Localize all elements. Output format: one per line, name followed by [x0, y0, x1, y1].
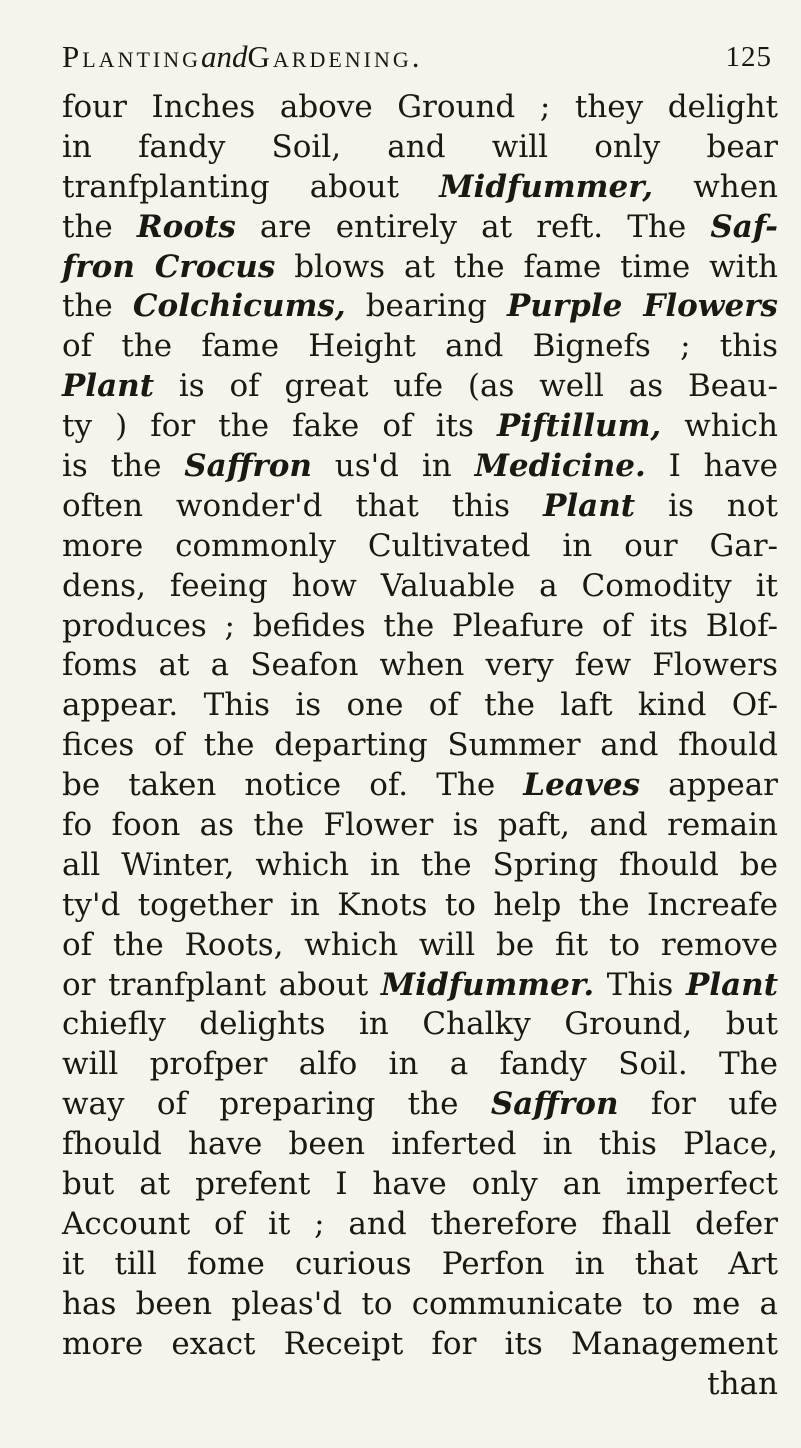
text-segment: bearing — [345, 288, 507, 325]
italic-text: fron Crocus — [62, 248, 276, 285]
text-line — [62, 1045, 778, 1085]
text-segment: fhould have been inferted in this Place, — [62, 1126, 778, 1163]
text-segment: is not — [635, 487, 779, 524]
text-segment: is of great ufe (as well as Beau- — [154, 368, 778, 405]
text-segment: when — [653, 168, 779, 205]
text-segment: are entirely at reft. The — [235, 208, 711, 245]
text-segment: in fandy Soil, and will only bear — [62, 128, 778, 165]
italic-text: Saffron — [184, 448, 312, 485]
text-segment: dens, feeing how Valuable a Comodity it — [62, 567, 778, 604]
text-line — [62, 646, 778, 686]
italic-text: Piftillum, — [496, 408, 662, 445]
text-line — [62, 1165, 778, 1205]
italic-text: Saf- — [710, 208, 778, 245]
text-line — [62, 1285, 778, 1325]
italic-text: Purple Flowers — [506, 288, 778, 325]
text-segment: often wonder'd that this — [62, 487, 544, 524]
text-segment: the — [62, 288, 133, 325]
text-line — [62, 1245, 778, 1285]
italic-text: Medicine. — [474, 448, 646, 485]
text-line — [62, 926, 778, 966]
text-segment: has been pleas'd to communicate to me a — [62, 1285, 778, 1322]
text-line — [62, 208, 778, 248]
text-line — [62, 447, 778, 487]
text-line — [62, 886, 778, 926]
text-line — [62, 367, 778, 407]
text-line — [62, 128, 778, 168]
text-segment: is the — [62, 448, 185, 485]
text-line — [62, 1085, 778, 1125]
running-title-second-word: Gardening. — [247, 39, 423, 74]
text-line — [62, 168, 778, 208]
text-segment: it till fome curious Perfon in that Art — [62, 1245, 778, 1282]
text-segment: us'd in — [311, 448, 475, 485]
text-segment: tranfplanting about — [62, 168, 440, 205]
text-line — [62, 487, 778, 527]
text-line — [62, 686, 778, 726]
text-line — [62, 1005, 778, 1045]
text-segment: but at prefent I have only an imperfect — [62, 1166, 778, 1203]
text-segment: which — [661, 408, 778, 445]
text-segment: foms at a Seafon when very few Flowers — [62, 647, 778, 684]
text-line — [62, 766, 778, 806]
text-line — [62, 407, 778, 447]
italic-text: Plant — [62, 368, 155, 405]
text-segment: more commonly Cultivated in our Gar- — [62, 527, 778, 564]
text-segment: for ufe — [618, 1086, 778, 1123]
text-segment: of the fame Height and Bignefs ; this — [62, 328, 778, 365]
text-line — [62, 1125, 778, 1165]
text-segment: chiefly delights in Chalky Ground, but — [62, 1006, 778, 1043]
text-segment: more exact Receipt for its Management — [62, 1325, 778, 1362]
page-number: 125 — [725, 41, 772, 73]
text-line — [62, 846, 778, 886]
text-segment: will profper alfo in a fandy Soil. The — [62, 1046, 778, 1083]
text-segment: four Inches above Ground ; they delight — [62, 89, 778, 125]
text-line — [62, 966, 778, 1006]
text-line — [62, 1325, 778, 1365]
text-segment: the — [62, 208, 137, 245]
text-segment: fo foon as the Flower is paft, and remain — [62, 807, 778, 844]
text-line — [62, 607, 778, 647]
text-segment: all Winter, which in the Spring fhould be — [62, 846, 778, 883]
text-segment: I have — [645, 448, 778, 485]
running-title-conjunction: and — [201, 39, 248, 74]
text-line — [62, 327, 778, 367]
text-line — [62, 1205, 778, 1245]
italic-text: Colchicums, — [132, 288, 346, 325]
text-segment: way of preparing the — [62, 1086, 491, 1123]
italic-text: Plant — [685, 966, 779, 1003]
text-segment: of the Roots, which will be fit to remove — [62, 926, 778, 963]
body-text — [62, 88, 778, 1404]
text-line — [62, 527, 778, 567]
text-line — [62, 726, 778, 766]
text-line — [62, 287, 778, 327]
italic-text: Roots — [136, 208, 236, 245]
italic-text: Plant — [543, 487, 636, 524]
italic-text: Saffron — [490, 1086, 619, 1123]
text-line — [62, 806, 778, 846]
italic-text: Midfummer, — [439, 168, 654, 205]
text-segment: be taken notice of. The — [62, 767, 524, 804]
text-segment: produces ; befides the Pleafure of its Blof- — [62, 607, 778, 644]
text-line — [62, 567, 778, 607]
italic-text: Midfummer. — [380, 966, 595, 1003]
text-segment: fices of the departing Summer and fhould — [62, 727, 778, 764]
text-segment: ty ) for the fake of its — [62, 408, 497, 445]
running-title-first-word: Planting — [62, 39, 201, 74]
italic-text: Leaves — [523, 767, 641, 804]
text-segment: appear — [640, 767, 778, 804]
running-title — [62, 41, 423, 72]
text-segment: Account of it ; and therefore fhall defer — [62, 1205, 778, 1242]
text-segment: ty'd together in Knots to help the Increafe — [62, 886, 778, 923]
running-header — [62, 28, 779, 80]
text-segment: than — [707, 1365, 778, 1402]
text-line — [62, 1365, 778, 1405]
text-segment: appear. This is one of the laft kind Of- — [62, 687, 778, 724]
text-line — [62, 248, 778, 288]
text-segment: This — [594, 966, 686, 1003]
text-line — [62, 88, 778, 128]
text-segment: blows at the fame time with — [275, 248, 778, 285]
text-segment: or tranfplant about — [62, 966, 381, 1003]
